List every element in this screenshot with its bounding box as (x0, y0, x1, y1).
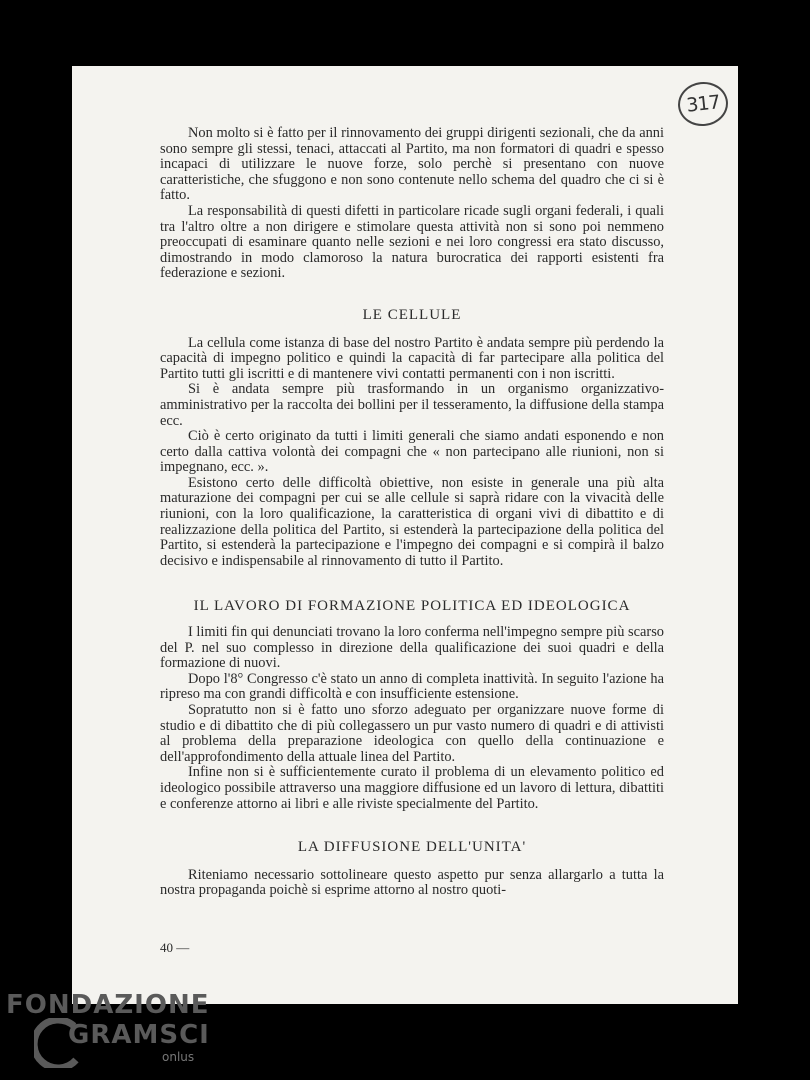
paragraph: Si è andata sempre più trasformando in un organismo organizzativo-amministrativo per la raccolta dei bollini per il tesseramento, la diffusione della stampa ecc. (160, 381, 664, 429)
watermark-line3: onlus (162, 1050, 195, 1064)
document-page (72, 66, 738, 1004)
paragraph: Sopratutto non si è fatto uno sforzo adeguato per organizzare nuove forme di studio e di dibattito che di più collegassero un pur vasto numero di quadri e di attivisti al problema della preparazione ideologica con quello della continuazione e dell'approfondimento della attuale linea del Partito. (160, 702, 664, 765)
watermark-line1: FONDAZIONE (6, 990, 210, 1020)
paragraph: Infine non si è sufficientemente curato il problema di un elevamento politico ed ideologico possibile attraverso una maggiore diffusione ed un lavoro di lettura, dibattiti e conferenze attorno ai libri e alle riviste specialmente del Partito. (160, 764, 664, 812)
paragraph: La cellula come istanza di base del nostro Partito è andata sempre più perdendo la capacità di impegno politico e quindi la capacità di far partecipare alla politica del Partito tutti gli iscritti e di mantenere vivi contatti permanenti con i non iscritti. (160, 334, 664, 382)
paragraph: Esistono certo delle difficoltà obiettive, non esiste in generale una più alta maturazione dei compagni per cui se alle cellule si saprà ridare con la vivacità delle riunioni, con la loro qualificazione, la caratteristica di organi vivi di dibattito e di realizzazione della politica del Partito, si estenderà la partecipazione della politica del Partito, si estenderà la partecipazione e l'impegno dei compagni e si compirà il balzo decisivo e indispensabile al rinnovamento di tutto il Partito. (160, 474, 664, 569)
fondazione-gramsci-watermark (6, 990, 210, 1070)
section-heading-diffusione: LA DIFFUSIONE DELL'UNITA' (297, 839, 527, 856)
page-number: 40 — (160, 940, 190, 955)
archive-number-stamp: 317 (676, 80, 730, 129)
section-heading-cellule: LE CELLULE (362, 306, 462, 323)
paragraph: I limiti fin qui denunciati trovano la loro conferma nell'impegno sempre più scarso del P. nel suo complesso in direzione della qualificazione dei suoi quadri e della formazione di nuovi. (160, 624, 664, 672)
watermark-line2: GRAMSCI (68, 1020, 210, 1050)
paragraph: Non molto si è fatto per il rinnovamento dei gruppi dirigenti sezionali, che da anni sono sempre gli stessi, tenaci, attaccati al Partito, ma non formatori di quadri e spesso incapaci di utilizzare le nuove forze, solo perchè si presentano con nuove caratteristiche, che sfuggono e non sono contenute nello schema del quadro che ci si è fatto. (160, 125, 664, 204)
paragraph: Ciò è certo originato da tutti i limiti generali che siamo andati esponendo e non certo dalla cattiva volontà dei compagni che « non partecipano alle riunioni, non si impegnano, ecc. ». (160, 428, 664, 476)
paragraph: Dopo l'8° Congresso c'è stato un anno di completa inattività. In seguito l'azione ha ripreso ma con grandi difficoltà e con insufficiente estensione. (160, 670, 664, 703)
paragraph: Riteniamo necessario sottolineare questo aspetto pur senza allargarlo a tutta la nostra propaganda poichè si esprime attorno al nostro quoti- (160, 866, 664, 899)
page-content (160, 126, 664, 899)
section-heading-formazione: IL LAVORO DI FORMAZIONE POLITICA ED IDEOLOGICA (193, 598, 631, 615)
paragraph: La responsabilità di questi difetti in particolare ricade sugli organi federali, i quali tra l'altro oltre a non dirigere e stimolare questa attività non si sono poi nemmeno preoccupati di esaminare quanto nelle sezioni e nei loro congressi era stato discusso, dimostrando in modo clamoroso la natura burocratica dei rapporti esistenti fra federazione e sezioni. (160, 202, 664, 282)
